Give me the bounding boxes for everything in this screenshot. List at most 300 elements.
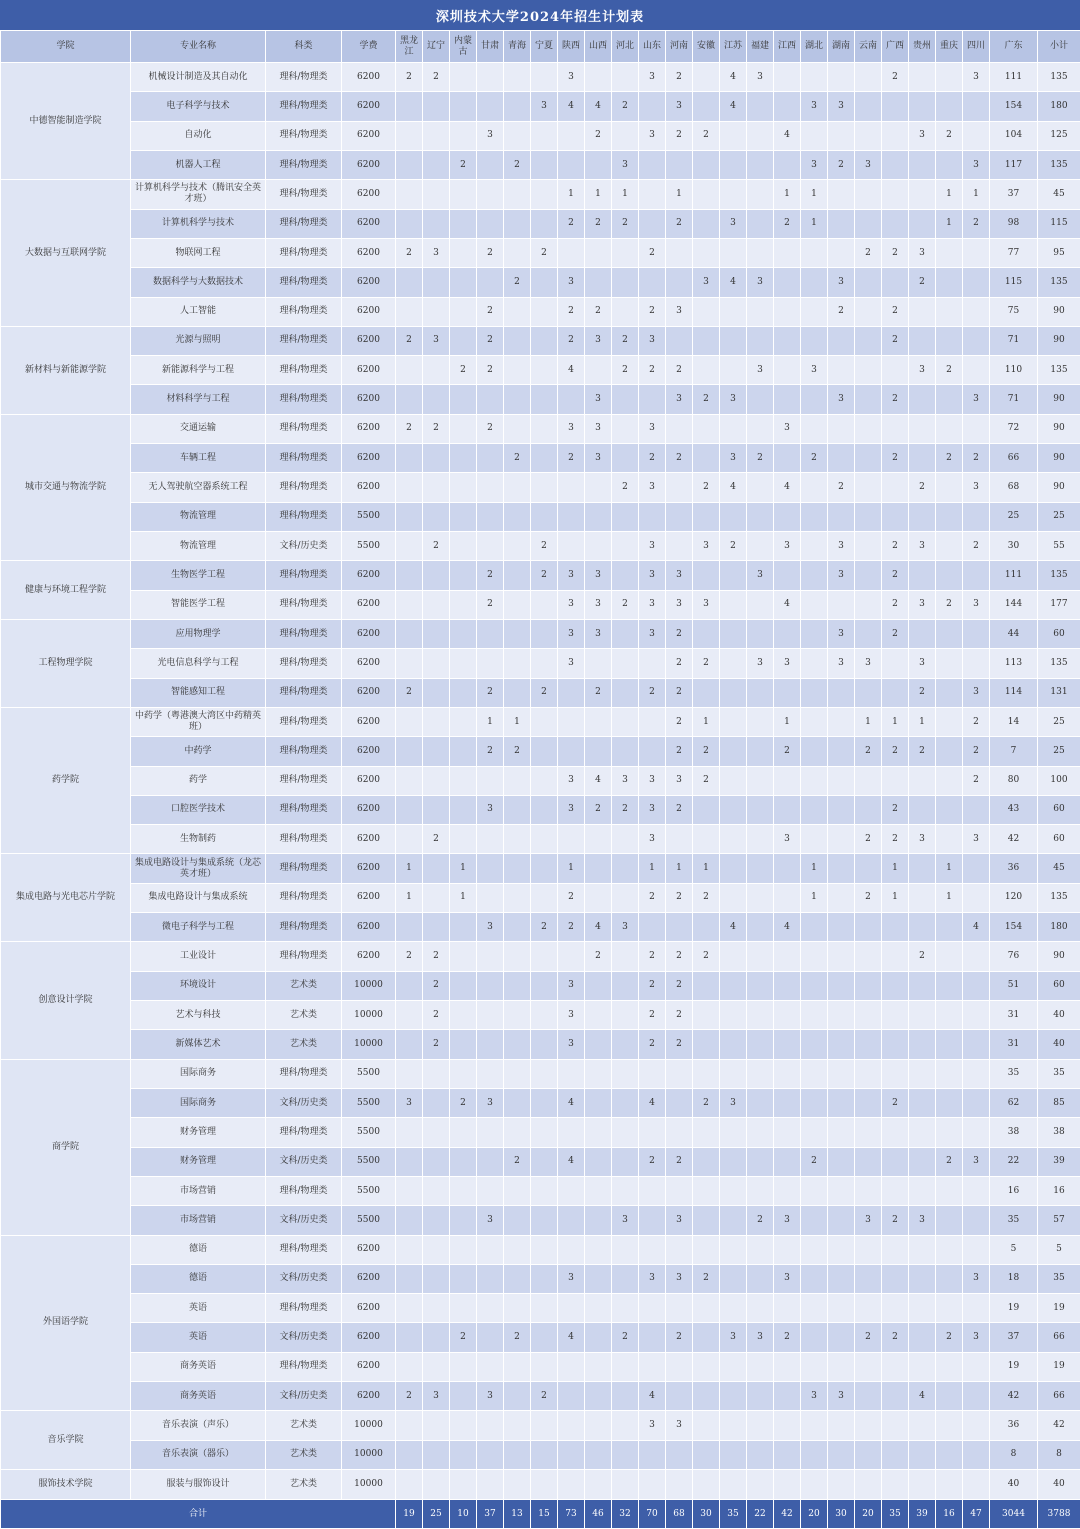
- quota-cell: 2: [855, 825, 882, 854]
- quota-cell: 3: [639, 63, 666, 92]
- quota-cell: [423, 795, 450, 824]
- subject-category: 理科/物理类: [266, 766, 342, 795]
- quota-cell: [477, 1118, 504, 1147]
- quota-cell: 4: [963, 913, 990, 942]
- quota-cell: 2: [423, 532, 450, 561]
- quota-cell: 154: [990, 92, 1038, 121]
- quota-cell: 2: [666, 883, 693, 912]
- subject-category: 文科/历史类: [266, 1323, 342, 1352]
- subtotal-cell: 90: [1038, 414, 1080, 443]
- quota-cell: [828, 63, 855, 92]
- quota-cell: [639, 1352, 666, 1381]
- quota-cell: [720, 297, 747, 326]
- tuition-fee: 5500: [342, 532, 396, 561]
- quota-cell: [558, 473, 585, 502]
- quota-cell: [963, 942, 990, 971]
- quota-cell: [855, 795, 882, 824]
- quota-cell: [531, 385, 558, 414]
- quota-cell: [585, 825, 612, 854]
- quota-cell: 3: [909, 1206, 936, 1235]
- quota-cell: [774, 1088, 801, 1117]
- quota-cell: [585, 1147, 612, 1176]
- tuition-fee: 6200: [342, 209, 396, 238]
- quota-cell: [909, 913, 936, 942]
- subtotal-cell: 90: [1038, 297, 1080, 326]
- quota-cell: [801, 63, 828, 92]
- quota-cell: 3: [693, 532, 720, 561]
- quota-cell: [936, 561, 963, 590]
- table-title: 深圳技术大学2024年招生计划表: [0, 0, 1080, 30]
- quota-cell: 3: [666, 1206, 693, 1235]
- table-row: [1, 854, 1080, 883]
- quota-cell: [774, 1411, 801, 1440]
- quota-cell: [639, 209, 666, 238]
- quota-cell: [693, 1470, 720, 1500]
- quota-cell: [612, 121, 639, 150]
- quota-cell: 1: [558, 180, 585, 209]
- quota-cell: [747, 385, 774, 414]
- quota-cell: [477, 1440, 504, 1469]
- quota-cell: 3: [585, 444, 612, 473]
- quota-cell: [504, 1440, 531, 1469]
- quota-cell: [504, 942, 531, 971]
- quota-cell: [801, 561, 828, 590]
- quota-cell: [666, 1176, 693, 1205]
- quota-cell: [531, 1001, 558, 1030]
- table-row: [1, 883, 1080, 912]
- quota-cell: [693, 209, 720, 238]
- quota-cell: [396, 209, 423, 238]
- subject-category: 理科/物理类: [266, 385, 342, 414]
- subject-category: 文科/历史类: [266, 1088, 342, 1117]
- quota-cell: [801, 619, 828, 648]
- quota-cell: [423, 1206, 450, 1235]
- college-name: 集成电路与光电芯片学院: [1, 854, 131, 942]
- quota-cell: [585, 737, 612, 766]
- major-name: 光电信息科学与工程: [131, 649, 266, 678]
- quota-cell: 2: [558, 326, 585, 355]
- quota-cell: [720, 356, 747, 385]
- quota-cell: [558, 385, 585, 414]
- subject-category: 理科/物理类: [266, 942, 342, 971]
- quota-cell: [720, 854, 747, 883]
- quota-cell: [963, 1088, 990, 1117]
- quota-cell: [828, 795, 855, 824]
- quota-cell: 2: [693, 883, 720, 912]
- header-province: 四川: [963, 31, 990, 63]
- quota-cell: [450, 649, 477, 678]
- quota-cell: [585, 1001, 612, 1030]
- quota-cell: 4: [909, 1382, 936, 1411]
- quota-cell: [855, 913, 882, 942]
- quota-cell: 2: [531, 561, 558, 590]
- quota-cell: [450, 1059, 477, 1088]
- subject-category: 理科/物理类: [266, 561, 342, 590]
- quota-cell: [504, 1059, 531, 1088]
- quota-cell: [963, 1059, 990, 1088]
- quota-cell: [828, 1294, 855, 1323]
- quota-cell: [639, 1294, 666, 1323]
- quota-cell: 3: [774, 649, 801, 678]
- major-name: 物联网工程: [131, 238, 266, 267]
- quota-cell: [450, 1206, 477, 1235]
- quota-cell: 2: [693, 473, 720, 502]
- subject-category: 艺术类: [266, 1411, 342, 1440]
- quota-cell: 2: [666, 444, 693, 473]
- quota-cell: [612, 1235, 639, 1264]
- quota-cell: [774, 1118, 801, 1147]
- quota-cell: [720, 619, 747, 648]
- quota-cell: 2: [882, 532, 909, 561]
- quota-cell: 144: [990, 590, 1038, 619]
- quota-cell: [747, 795, 774, 824]
- quota-cell: 3: [639, 326, 666, 355]
- major-name: 电子科学与技术: [131, 92, 266, 121]
- quota-cell: [882, 414, 909, 443]
- quota-cell: 2: [936, 1323, 963, 1352]
- quota-cell: [828, 326, 855, 355]
- quota-cell: 2: [693, 649, 720, 678]
- subtotal-cell: 135: [1038, 268, 1080, 297]
- quota-cell: [909, 209, 936, 238]
- quota-cell: [477, 1470, 504, 1500]
- quota-cell: [963, 502, 990, 531]
- subtotal-cell: 85: [1038, 1088, 1080, 1117]
- subject-category: 文科/历史类: [266, 1382, 342, 1411]
- quota-cell: [774, 502, 801, 531]
- quota-cell: [855, 444, 882, 473]
- quota-cell: [801, 1323, 828, 1352]
- quota-cell: [909, 1411, 936, 1440]
- quota-cell: 2: [882, 590, 909, 619]
- major-name: 微电子科学与工程: [131, 913, 266, 942]
- quota-cell: [477, 1001, 504, 1030]
- quota-cell: [774, 238, 801, 267]
- quota-cell: [882, 502, 909, 531]
- college-name: 健康与环境工程学院: [1, 561, 131, 620]
- quota-cell: 3: [720, 209, 747, 238]
- quota-cell: [612, 1176, 639, 1205]
- quota-cell: [612, 883, 639, 912]
- quota-cell: [504, 619, 531, 648]
- quota-cell: [909, 1176, 936, 1205]
- quota-cell: [909, 444, 936, 473]
- quota-cell: 2: [423, 971, 450, 1000]
- major-name: 市场营销: [131, 1176, 266, 1205]
- quota-cell: 4: [774, 121, 801, 150]
- table-row: [1, 1147, 1080, 1176]
- quota-cell: 3: [558, 619, 585, 648]
- quota-cell: [963, 649, 990, 678]
- quota-cell: [693, 150, 720, 179]
- quota-cell: [882, 1382, 909, 1411]
- header-province: 福建: [747, 31, 774, 63]
- subtotal-cell: 35: [1038, 1059, 1080, 1088]
- quota-cell: 2: [882, 561, 909, 590]
- quota-cell: [396, 1001, 423, 1030]
- quota-cell: 1: [693, 854, 720, 883]
- quota-cell: 4: [720, 63, 747, 92]
- quota-cell: [450, 678, 477, 707]
- quota-cell: 3: [963, 590, 990, 619]
- quota-cell: [936, 150, 963, 179]
- quota-cell: 3: [558, 414, 585, 443]
- quota-cell: [801, 1176, 828, 1205]
- subtotal-cell: 131: [1038, 678, 1080, 707]
- quota-cell: [639, 268, 666, 297]
- quota-cell: [639, 385, 666, 414]
- quota-cell: 2: [558, 297, 585, 326]
- quota-cell: [396, 356, 423, 385]
- quota-cell: [774, 795, 801, 824]
- quota-cell: [855, 1147, 882, 1176]
- quota-cell: [963, 561, 990, 590]
- quota-cell: [774, 356, 801, 385]
- quota-cell: 3: [747, 1323, 774, 1352]
- header-fee: 学费: [342, 31, 396, 63]
- total-row: [1, 1500, 1080, 1529]
- table-row: [1, 1118, 1080, 1147]
- quota-cell: [666, 502, 693, 531]
- quota-cell: 4: [720, 268, 747, 297]
- quota-cell: [504, 825, 531, 854]
- header-province: 江西: [774, 31, 801, 63]
- quota-cell: [612, 649, 639, 678]
- quota-cell: [936, 766, 963, 795]
- quota-cell: [612, 678, 639, 707]
- quota-cell: [531, 590, 558, 619]
- quota-cell: [612, 942, 639, 971]
- quota-cell: [828, 414, 855, 443]
- tuition-fee: 6200: [342, 795, 396, 824]
- quota-cell: [855, 1264, 882, 1293]
- quota-cell: 3: [585, 619, 612, 648]
- quota-cell: [720, 414, 747, 443]
- quota-cell: [477, 854, 504, 883]
- quota-cell: [450, 619, 477, 648]
- quota-cell: [747, 854, 774, 883]
- quota-cell: [666, 532, 693, 561]
- quota-cell: [558, 121, 585, 150]
- quota-cell: 3: [909, 649, 936, 678]
- quota-cell: [531, 1235, 558, 1264]
- quota-cell: 3: [720, 444, 747, 473]
- quota-cell: [639, 1235, 666, 1264]
- quota-cell: [936, 1118, 963, 1147]
- quota-cell: [423, 737, 450, 766]
- quota-cell: 2: [531, 238, 558, 267]
- quota-cell: [828, 971, 855, 1000]
- quota-cell: [828, 1470, 855, 1500]
- quota-cell: [396, 385, 423, 414]
- table-row: [1, 707, 1080, 736]
- quota-cell: 3: [585, 561, 612, 590]
- quota-cell: [585, 1411, 612, 1440]
- major-name: 服装与服饰设计: [131, 1470, 266, 1500]
- quota-cell: [693, 825, 720, 854]
- quota-cell: [585, 532, 612, 561]
- quota-cell: [504, 883, 531, 912]
- quota-cell: [477, 971, 504, 1000]
- quota-cell: [450, 590, 477, 619]
- quota-cell: [747, 1030, 774, 1059]
- quota-cell: [720, 121, 747, 150]
- table-row: [1, 1059, 1080, 1088]
- quota-cell: [585, 63, 612, 92]
- quota-cell: 3: [828, 561, 855, 590]
- quota-cell: 2: [693, 766, 720, 795]
- quota-cell: [828, 209, 855, 238]
- quota-cell: [936, 795, 963, 824]
- quota-cell: [504, 473, 531, 502]
- quota-cell: [423, 1323, 450, 1352]
- quota-cell: [396, 971, 423, 1000]
- quota-cell: [396, 1147, 423, 1176]
- quota-cell: [558, 1294, 585, 1323]
- quota-cell: 2: [531, 678, 558, 707]
- quota-cell: [531, 473, 558, 502]
- quota-cell: [504, 1206, 531, 1235]
- quota-cell: [450, 795, 477, 824]
- quota-cell: 4: [774, 913, 801, 942]
- quota-cell: 76: [990, 942, 1038, 971]
- total-cell: 70: [639, 1500, 666, 1529]
- header-province: 江苏: [720, 31, 747, 63]
- quota-cell: [531, 795, 558, 824]
- quota-cell: 77: [990, 238, 1038, 267]
- header-province: 陕西: [558, 31, 585, 63]
- college-name: 商学院: [1, 1059, 131, 1235]
- major-name: 市场营销: [131, 1206, 266, 1235]
- quota-cell: 2: [639, 444, 666, 473]
- quota-cell: [450, 913, 477, 942]
- quota-cell: [531, 1030, 558, 1059]
- subject-category: 文科/历史类: [266, 532, 342, 561]
- quota-cell: 3: [558, 766, 585, 795]
- quota-cell: [504, 502, 531, 531]
- table-row: [1, 444, 1080, 473]
- quota-cell: [909, 1470, 936, 1500]
- quota-cell: [936, 1235, 963, 1264]
- quota-cell: [936, 1440, 963, 1469]
- subject-category: 艺术类: [266, 1440, 342, 1469]
- quota-cell: 3: [855, 649, 882, 678]
- quota-cell: [747, 1176, 774, 1205]
- tuition-fee: 6200: [342, 1352, 396, 1381]
- quota-cell: [531, 444, 558, 473]
- quota-cell: [612, 1411, 639, 1440]
- table-row: [1, 502, 1080, 531]
- quota-cell: [828, 590, 855, 619]
- quota-cell: 2: [639, 1030, 666, 1059]
- quota-cell: [720, 1147, 747, 1176]
- quota-cell: [477, 1352, 504, 1381]
- major-name: 应用物理学: [131, 619, 266, 648]
- quota-cell: [693, 92, 720, 121]
- quota-cell: [558, 532, 585, 561]
- quota-cell: 3: [612, 1206, 639, 1235]
- quota-cell: 2: [612, 209, 639, 238]
- quota-cell: 1: [558, 854, 585, 883]
- college-name: 新材料与新能源学院: [1, 326, 131, 414]
- quota-cell: 3: [639, 795, 666, 824]
- quota-cell: 3: [585, 326, 612, 355]
- quota-cell: [693, 356, 720, 385]
- quota-cell: [801, 385, 828, 414]
- quota-cell: [882, 1440, 909, 1469]
- quota-cell: 3: [558, 1001, 585, 1030]
- quota-cell: [693, 63, 720, 92]
- quota-cell: [423, 1264, 450, 1293]
- quota-cell: [612, 561, 639, 590]
- quota-cell: [909, 766, 936, 795]
- quota-cell: [855, 1235, 882, 1264]
- quota-cell: [720, 795, 747, 824]
- quota-cell: [585, 1206, 612, 1235]
- quota-cell: 2: [531, 913, 558, 942]
- quota-cell: [855, 502, 882, 531]
- quota-cell: [855, 1294, 882, 1323]
- quota-cell: 3: [558, 561, 585, 590]
- quota-cell: 3: [963, 678, 990, 707]
- quota-cell: 3: [801, 356, 828, 385]
- quota-cell: 2: [666, 209, 693, 238]
- quota-cell: 35: [990, 1059, 1038, 1088]
- quota-cell: [585, 707, 612, 736]
- table-row: [1, 590, 1080, 619]
- quota-cell: [396, 1176, 423, 1205]
- quota-cell: 19: [990, 1352, 1038, 1381]
- quota-cell: [963, 1470, 990, 1500]
- quota-cell: [774, 1001, 801, 1030]
- quota-cell: 2: [396, 1382, 423, 1411]
- quota-cell: 3: [963, 385, 990, 414]
- quota-cell: [612, 1294, 639, 1323]
- quota-cell: [450, 297, 477, 326]
- quota-cell: [531, 1059, 558, 1088]
- quota-cell: [531, 619, 558, 648]
- quota-cell: 1: [936, 854, 963, 883]
- quota-cell: [639, 737, 666, 766]
- quota-cell: 2: [612, 795, 639, 824]
- quota-cell: 37: [990, 1323, 1038, 1352]
- quota-cell: [882, 1176, 909, 1205]
- quota-cell: [504, 678, 531, 707]
- quota-cell: 154: [990, 913, 1038, 942]
- total-cell: 3044: [990, 1500, 1038, 1529]
- quota-cell: [720, 1440, 747, 1469]
- quota-cell: [450, 1470, 477, 1500]
- quota-cell: 2: [855, 238, 882, 267]
- tuition-fee: 6200: [342, 561, 396, 590]
- quota-cell: 3: [666, 297, 693, 326]
- quota-cell: 2: [909, 268, 936, 297]
- quota-cell: [396, 502, 423, 531]
- subject-category: 理科/物理类: [266, 737, 342, 766]
- quota-cell: [774, 1294, 801, 1323]
- quota-cell: [396, 619, 423, 648]
- subtotal-cell: 40: [1038, 1030, 1080, 1059]
- quota-cell: [720, 326, 747, 355]
- quota-cell: [531, 1088, 558, 1117]
- table-row: [1, 619, 1080, 648]
- quota-cell: [801, 1088, 828, 1117]
- tuition-fee: 10000: [342, 1030, 396, 1059]
- quota-cell: 2: [612, 590, 639, 619]
- quota-cell: 3: [747, 268, 774, 297]
- quota-cell: 1: [855, 707, 882, 736]
- quota-cell: 3: [666, 1411, 693, 1440]
